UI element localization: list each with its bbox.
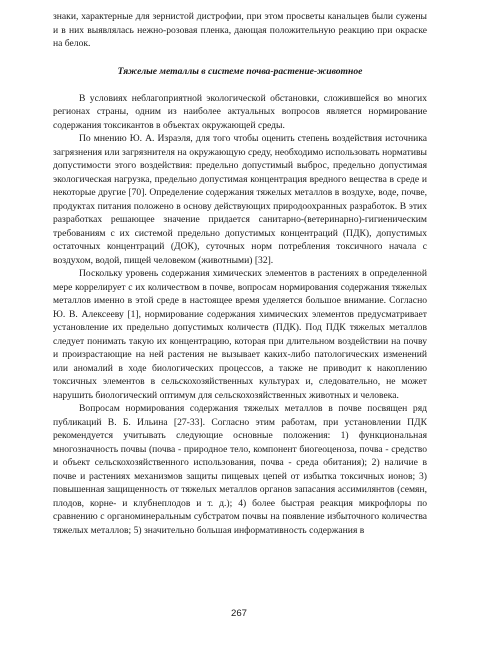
paragraph-1: В условиях неблагоприятной экологической обстановки, сложившейся во многих регионах страны, одним из наиболее актуальных вопросов является нормирование содержания токсикантов в объектах окружающей среды. [53,92,427,131]
document-page [53,10,427,537]
paragraph-4: Вопросам нормирования содержания тяжелых металлов в почве посвящен ряд публикаций В. Б. Ильина [27-33]. Согласно этим работам, при установлении ПДК рекомендуется учитывать следующие основные положения: 1) функциональная многозначность почвы (почва - природное тело, компонент биогеоценоза, почва - средство и объект сельскохозяйственного использования, почва - среда обитания); 2) наличие в почве и растениях механизмов защиты пищевых цепей от избытка токсичных ионов; 3) повышенная защищенность от тяжелых металлов органов запасания ассимилянтов (семян, плодов, корне- и клубнеплодов и т. д.); 4) более быстрая реакция микрофлоры по сравнению с органоминеральным субстратом почвы на появление избыточного количества тяжелых металлов; 5) значительно большая информативность содержания в [53,403,427,536]
page-number: 267 [230,608,247,619]
paragraph-2: По мнению Ю. А. Израэля, для того чтобы оценить степень воздействия источника загрязнения или загрязнителя на окружающую среду, необходимо использовать нормативы допустимости этого воздействия: предельно допустимый выброс, предельно допустимая экологическая нагрузка, предельно допустимая концентрация вредного вещества в среде и некоторые другие [70]. Определение содержания тяжелых металлов в воздухе, воде, почве, продуктах питания положено в основу действующих природоохранных разработок. В этих разработках решающее значение придается санитарно-(ветеринарно)-гигиеническим требованиям с их системой предельно допустимых концентраций (ПДК), допустимых остаточных концентраций (ДОК), суточных норм потребления токсичного начала с воздухом, водой, пищей человеком (животными) [32]. [53,133,427,266]
section-title: Тяжелые металлы в системе почва-растение-животное [117,65,363,77]
paragraph-3: Поскольку уровень содержания химических элементов в растениях в определенной мере коррелирует с их количеством в почве, вопросам нормирования содержания тяжелых металлов именно в этой среде в настоящее время уделяется большое внимание. Согласно Ю. В. Алексееву [1], нормирование содержания химических элементов предусматривает установление их предельно допустимых количеств (ПДК). Под ПДК тяжелых металлов следует понимать такую их концентрацию, которая при длительном воздействии на почву и произрастающие на ней растения не вызывает каких-либо патологических изменений или аномалий в ходе биологических процессов, а также не приводит к накоплению токсичных элементов в сельскохозяйственных культурах и, следовательно, не может нарушить биологический оптимум для сельскохозяйственных животных и человека. [53,268,427,401]
intro-paragraph: знаки, характерные для зернистой дистрофии, при этом просветы канальцев были сужены и в них выявлялась нежно-розовая пленка, дающая положительную реакцию при окраске на белок. [53,11,427,49]
